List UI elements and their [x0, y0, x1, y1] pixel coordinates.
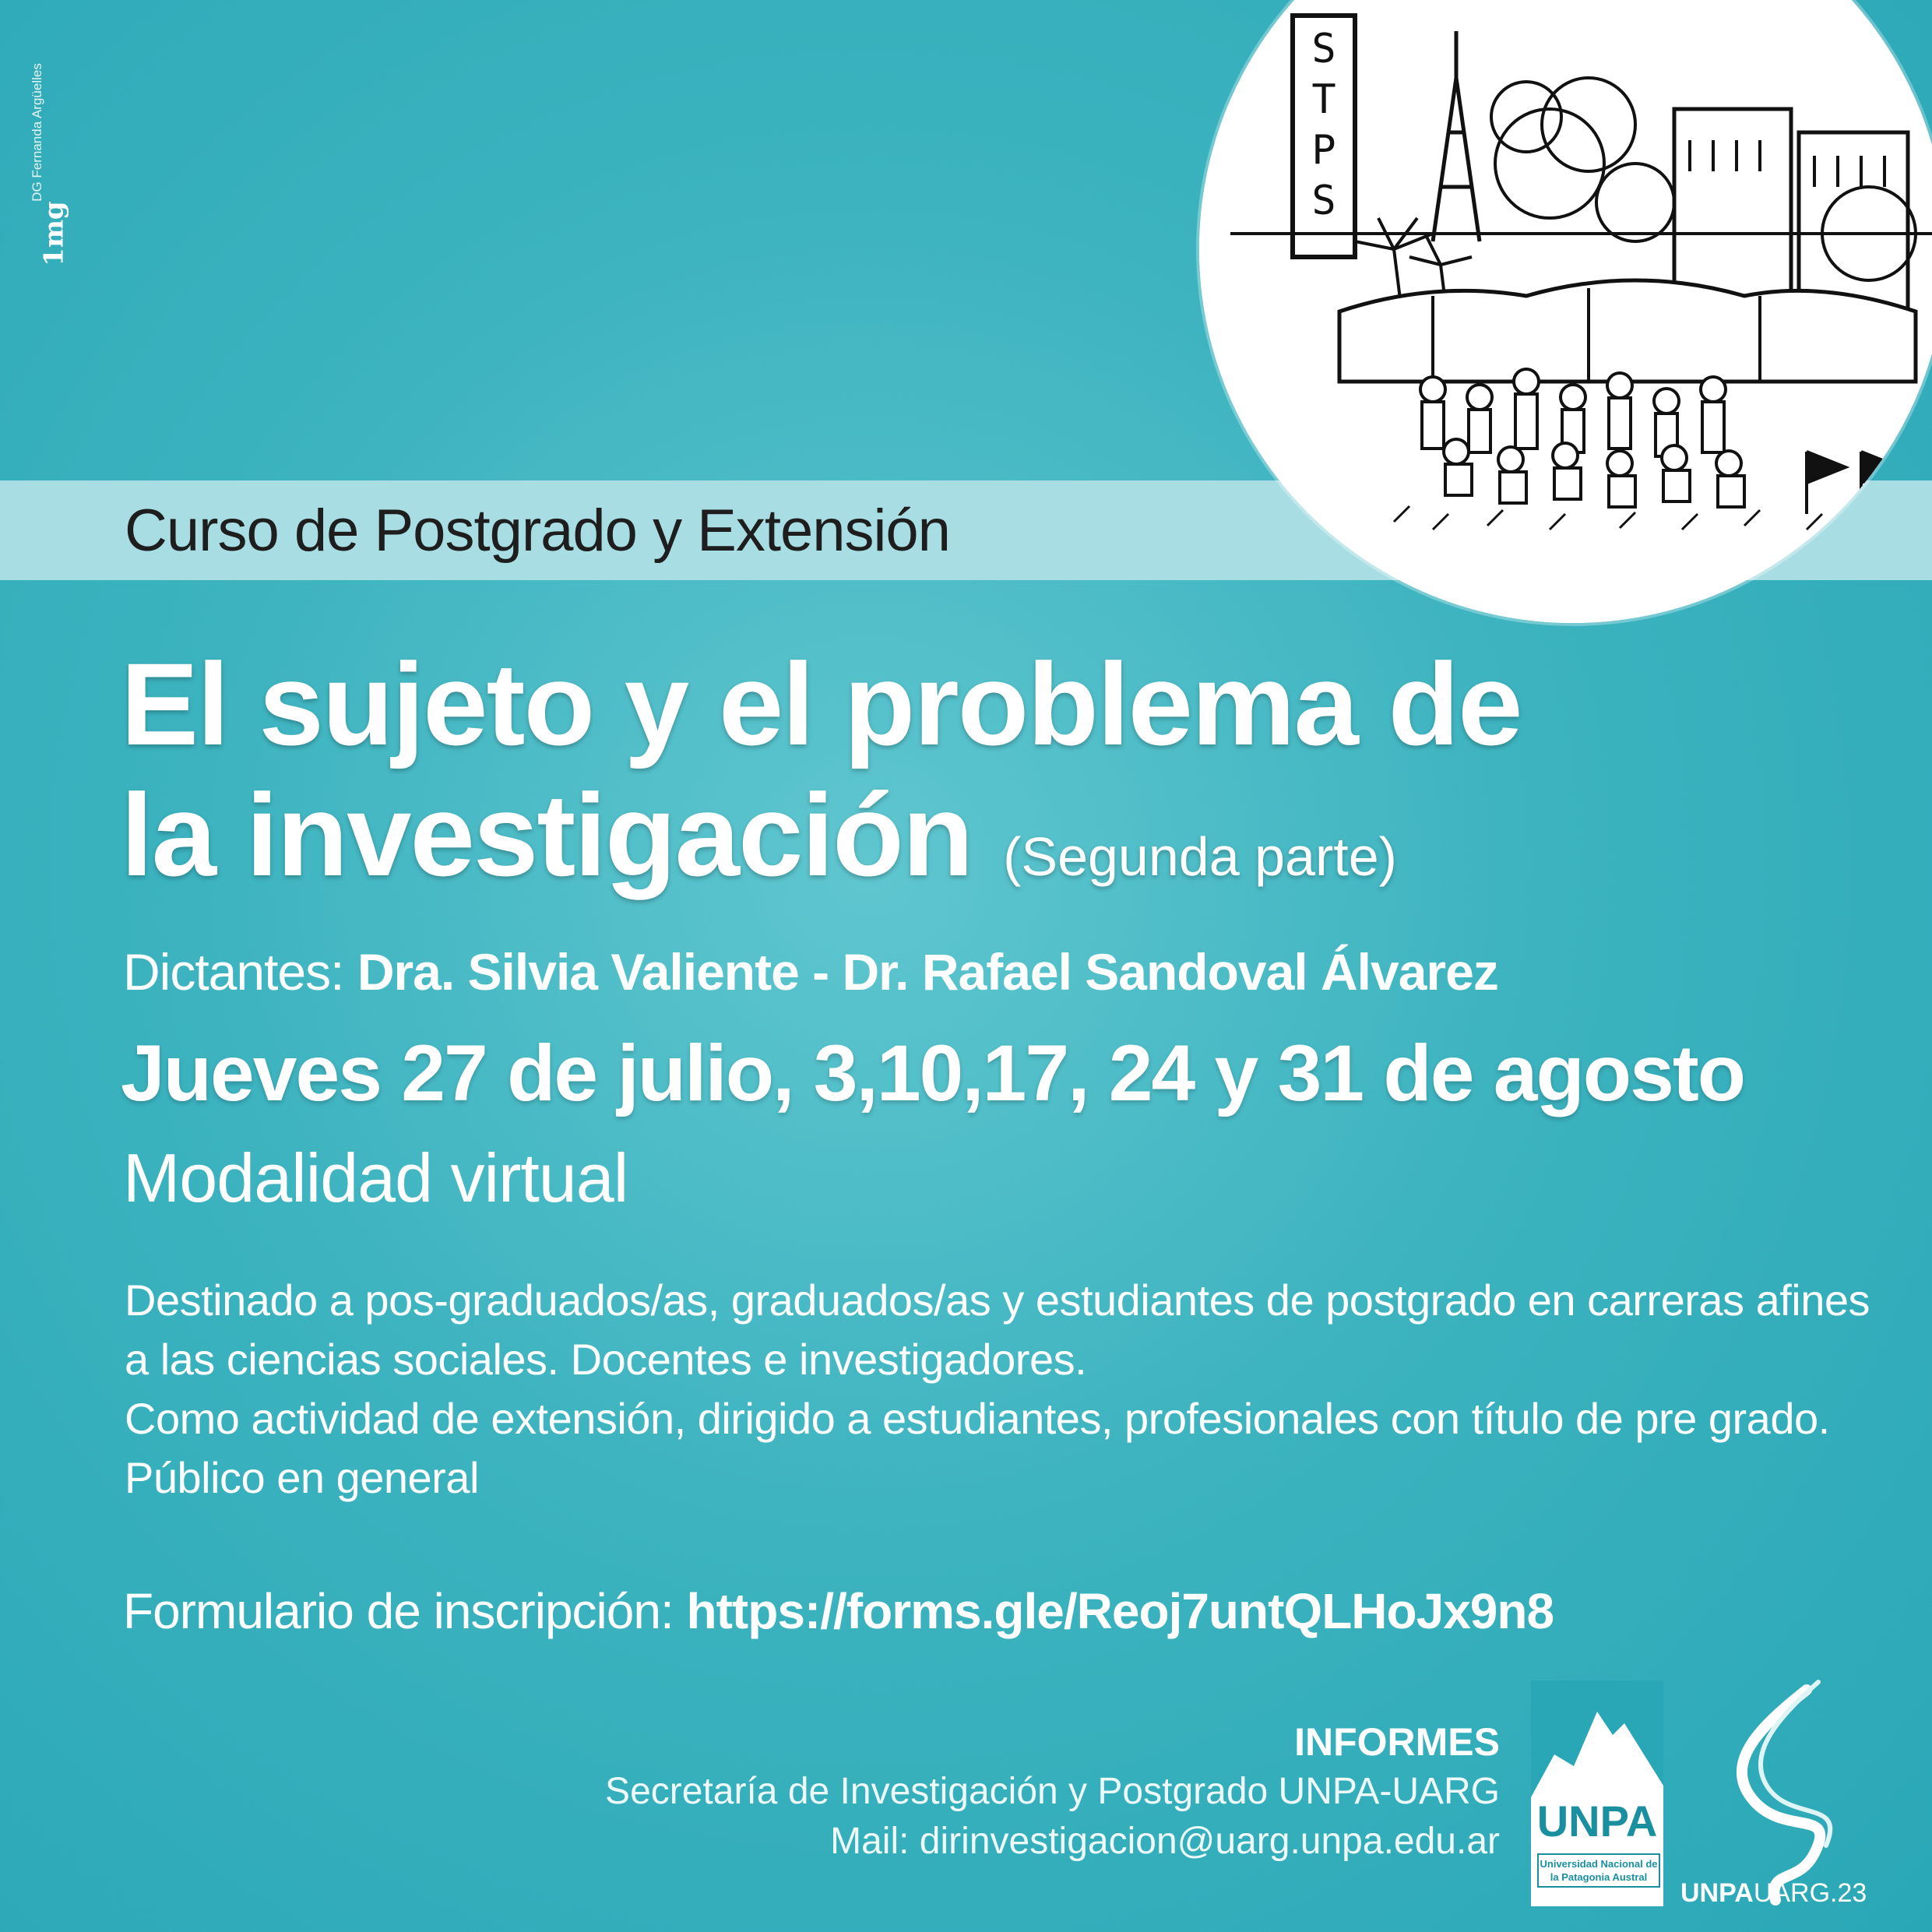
speakers-label: Dictantes: [123, 943, 344, 1001]
sign-letter-s2: S [1311, 178, 1336, 224]
speakers [123, 942, 1498, 1001]
form-label: Formulario de inscripción: [123, 1583, 674, 1639]
unpa-logo [1531, 1680, 1663, 1906]
uarg-logo-bold: UNPA [1680, 1878, 1754, 1908]
form-link[interactable]: https://forms.gle/Reoj7untQLHoJx9n8 [686, 1583, 1554, 1639]
info-heading: INFORMES [1294, 1720, 1500, 1764]
mountain-icon [1531, 1680, 1663, 1797]
contact-info [605, 1717, 1500, 1867]
uarg-logo-text [1680, 1878, 1867, 1909]
registration-form [123, 1582, 1554, 1640]
title-line-2-wrap [121, 769, 1522, 922]
credit-logo: 1mg [38, 201, 70, 266]
course-type: Curso de Postgrado y Extensión [125, 498, 950, 564]
description-line: a las ciencias sociales. Docentes e investigadores. [125, 1335, 1087, 1384]
description-line: Destinado a pos-graduados/as, graduados/as y estudiantes de postgrado en carreras afines [125, 1276, 1870, 1325]
course-dates: Jueves 27 de julio, 3,10,17, 24 y 31 de agosto [121, 1029, 1745, 1117]
info-email[interactable]: Mail: dirinvestigacion@uarg.unpa.edu.ar [830, 1821, 1500, 1862]
sign-letter-p: P [1311, 127, 1336, 174]
description-line: Como actividad de extensión, dirigido a estudiantes, profesionales con título de pre grado. [125, 1394, 1830, 1443]
title-subtitle: (Segunda parte) [1003, 826, 1397, 887]
description-line: Público en general [125, 1453, 479, 1502]
title-line-2: la investigación [121, 769, 973, 900]
info-office: Secretaría de Investigación y Postgrado UNPA-UARG [605, 1771, 1500, 1812]
sign-letter-s: S [1311, 26, 1336, 72]
audience-description [125, 1271, 1870, 1508]
speakers-names: Dra. Silvia Valiente - Dr. Rafael Sandoval Álvarez [357, 943, 1498, 1001]
course-modality: Modalidad virtual [123, 1139, 628, 1216]
sign-letter-t: T [1311, 76, 1336, 123]
uarg-logo-rest: UARG.23 [1753, 1878, 1867, 1908]
unpa-logo-name: UNPA [1536, 1797, 1658, 1846]
unpa-logo-fullname: Universidad Nacional de la Patagonia Austral [1537, 1853, 1660, 1888]
designer-credit [14, 23, 70, 266]
credit-text: DG Fernanda Argüelles [30, 63, 44, 202]
course-title [121, 639, 1522, 922]
title-line-1: El sujeto y el problema de [121, 639, 1522, 769]
